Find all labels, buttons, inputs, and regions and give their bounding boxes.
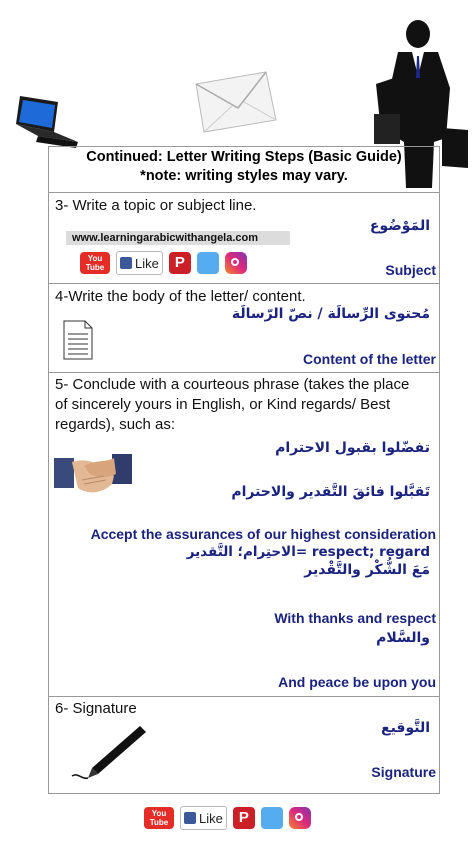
envelope-icon — [190, 70, 280, 134]
vocabulary-gloss: respect; regard =الاحتِرام؛ التَّقدير — [186, 544, 430, 560]
youtube-icon[interactable]: You Tube — [144, 807, 174, 829]
document-icon — [63, 320, 93, 360]
arabic-phrase-2: تَقبَّلوا فائقَ التَّقدير والاحترام — [231, 484, 430, 500]
pen-icon — [68, 724, 148, 784]
title-line-1: Continued: Letter Writing Steps (Basic Guide) — [86, 149, 402, 165]
instagram-icon[interactable] — [225, 252, 247, 274]
facebook-like-button[interactable]: Like — [116, 251, 163, 275]
youtube-icon[interactable]: You Tube — [80, 252, 110, 274]
facebook-like-button[interactable]: Like — [180, 806, 227, 830]
divider — [48, 283, 440, 284]
step-3-text: 3- Write a topic or subject line. — [55, 197, 257, 214]
english-content: Content of the letter — [303, 351, 436, 367]
arabic-subject: المَوْضُوع — [369, 218, 430, 234]
twitter-icon[interactable] — [261, 807, 283, 829]
twitter-icon[interactable] — [197, 252, 219, 274]
title-line-2: *note: writing styles may vary. — [140, 168, 348, 184]
page-title — [49, 148, 439, 190]
step-4-text: 4-Write the body of the letter/ content. — [55, 288, 306, 305]
arabic-phrase-3: مَعَ الشُّكْر والتَّقْدير — [304, 562, 430, 578]
pinterest-icon[interactable]: P — [233, 807, 255, 829]
website-url[interactable]: www.learningarabicwithangela.com — [66, 231, 290, 245]
step-5-line-2: of sincerely yours in English, or Kind regards/ Best — [55, 396, 391, 413]
english-phrase-2: With thanks and respect — [274, 610, 436, 626]
english-phrase-1: Accept the assurances of our highest consideration — [90, 526, 436, 542]
thumbs-up-icon — [184, 812, 196, 824]
divider — [48, 372, 440, 373]
english-subject: Subject — [385, 262, 436, 278]
arabic-signature: التَّوقيع — [381, 720, 430, 736]
social-icons-row — [80, 251, 247, 275]
arabic-phrase-1: تفضّلوا بقبول الاحترام — [275, 440, 430, 456]
english-phrase-3: And peace be upon you — [278, 674, 436, 690]
footer-social-icons-row — [144, 806, 311, 830]
arabic-content: مُحتوى الرِّسالَة / نصّ الرّسالَة — [231, 306, 430, 322]
arabic-phrase-4: والسَّلام — [376, 630, 430, 646]
english-signature: Signature — [371, 764, 436, 780]
step-6-text: 6- Signature — [55, 700, 137, 717]
step-5-line-3: regards), such as: — [55, 416, 176, 433]
handshake-icon — [54, 448, 132, 502]
divider — [48, 696, 440, 697]
step-5-line-1: 5- Conclude with a courteous phrase (takes the place — [55, 376, 410, 393]
instagram-icon[interactable] — [289, 807, 311, 829]
thumbs-up-icon — [120, 257, 132, 269]
divider — [48, 192, 440, 193]
pinterest-icon[interactable]: P — [169, 252, 191, 274]
laptop-icon — [14, 92, 80, 154]
